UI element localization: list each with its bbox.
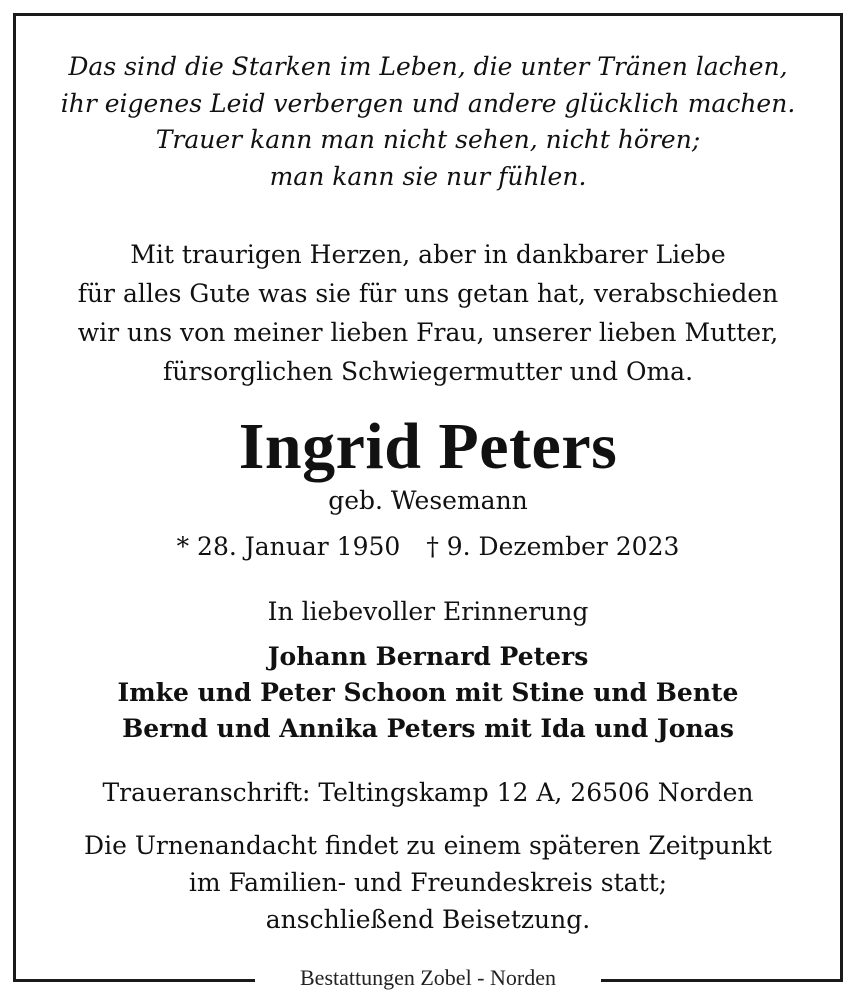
mourning-address: Traueranschrift: Teltingskamp 12 A, 26506 Norden — [102, 778, 754, 807]
poem-line: man kann sie nur fühlen. — [269, 161, 587, 191]
memory-heading: In liebevoller Erinnerung — [267, 597, 589, 626]
note-line: im Familien- und Freundeskreis statt; — [188, 868, 668, 897]
obituary-notice — [16, 16, 840, 938]
intro-line: fürsorglichen Schwiegermutter und Oma. — [162, 357, 694, 386]
poem-line: ihr eigenes Leid verbergen und andere glücklich machen. — [60, 88, 796, 118]
family-list — [16, 639, 840, 747]
intro-line: wir uns von meiner lieben Frau, unserer lieben Mutter, — [77, 318, 779, 347]
maiden-name: geb. Wesemann — [328, 486, 528, 515]
intro-text — [16, 235, 840, 391]
family-member: Bernd und Annika Peters mit Ida und Jonas — [122, 714, 734, 743]
intro-line: Mit traurigen Herzen, aber in dankbarer Liebe — [130, 240, 726, 269]
poem-line: Das sind die Starken im Leben, die unter Tränen lachen, — [68, 52, 788, 81]
death-date: † 9. Dezember 2023 — [426, 532, 680, 561]
deceased-name: Ingrid Peters — [238, 410, 618, 483]
poem-line: Trauer kann man nicht sehen, nicht hören; — [155, 125, 701, 154]
birth-date: * 28. Januar 1950 — [176, 532, 401, 561]
poem — [16, 49, 840, 195]
intro-line: für alles Gute was sie für uns getan hat, verabschieden — [77, 279, 779, 308]
life-dates — [16, 530, 840, 564]
note-line: Die Urnenandacht findet zu einem späteren Zeitpunkt — [84, 831, 772, 860]
note-line: anschließend Beisetzung. — [265, 905, 591, 934]
family-member: Johann Bernard Peters — [267, 642, 589, 671]
ceremony-note — [16, 827, 840, 938]
family-member: Imke und Peter Schoon mit Stine und Bente — [117, 678, 739, 707]
funeral-home-footer: Bestattungen Zobel - Norden — [255, 964, 601, 992]
